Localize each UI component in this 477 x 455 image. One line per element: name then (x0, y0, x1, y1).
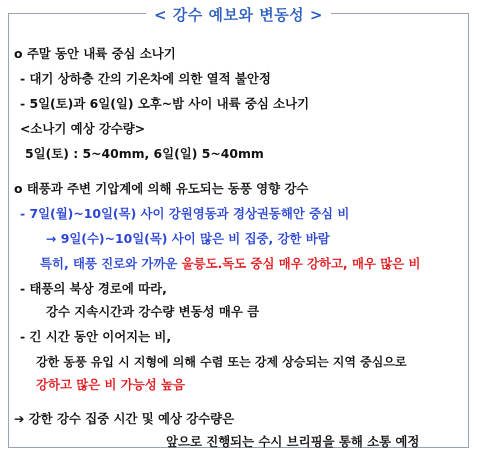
section2-item1: - 7일(월)~10일(목) 사이 강원영동과 경상권동해안 중심 비 (20, 206, 350, 221)
footer-line2: 앞으로 진행되는 수시 브리핑을 통해 소통 예정 (166, 434, 420, 449)
section1-amount: 5일(토) : 5~40mm, 6일(일) 5~40mm (25, 146, 264, 161)
section2-item4a: - 태풍의 북상 경로에 따라, (20, 281, 167, 296)
section2-item3-prefix: 특히, 태풍 진로와 가까운 (40, 256, 182, 271)
section1-item1: - 대기 상하층 간의 기온차에 의한 열적 불안정 (20, 71, 271, 86)
section2-heading: o 태풍과 주변 기압계에 의해 유도되는 동풍 영향 강수 (14, 181, 309, 196)
section2-item3-highlight: 울릉도.독도 중심 매우 강하고, 매우 많은 비 (181, 256, 421, 271)
title-bar (0, 3, 477, 25)
section2-item3 (40, 256, 420, 272)
section2-item5a: - 긴 시간 동안 이어지는 비, (20, 329, 172, 344)
footer-line1: ➔ 강한 강수 집중 시간 및 예상 강수량은 (14, 411, 235, 426)
section1-heading: o 주말 동안 내륙 중심 소나기 (14, 46, 176, 61)
section1-subheading: <소나기 예상 강수량> (20, 121, 146, 136)
section1-item2: - 5일(토)과 6일(일) 오후~밤 사이 내륙 중심 소나기 (20, 96, 310, 111)
section2-item2: → 9일(수)~10일(목) 사이 많은 비 집중, 강한 바람 (46, 231, 330, 246)
section2-item4b: 강수 지속시간과 강수량 변동성 매우 큼 (46, 304, 260, 319)
page-title: < 강수 예보와 변동성 > (146, 4, 331, 25)
section2-item5b: 강한 동풍 유입 시 지형에 의해 수렴 또는 강제 상승되는 지역 중심으로 (36, 355, 407, 369)
section2-item5c: 강하고 많은 비 가능성 높음 (36, 377, 185, 392)
